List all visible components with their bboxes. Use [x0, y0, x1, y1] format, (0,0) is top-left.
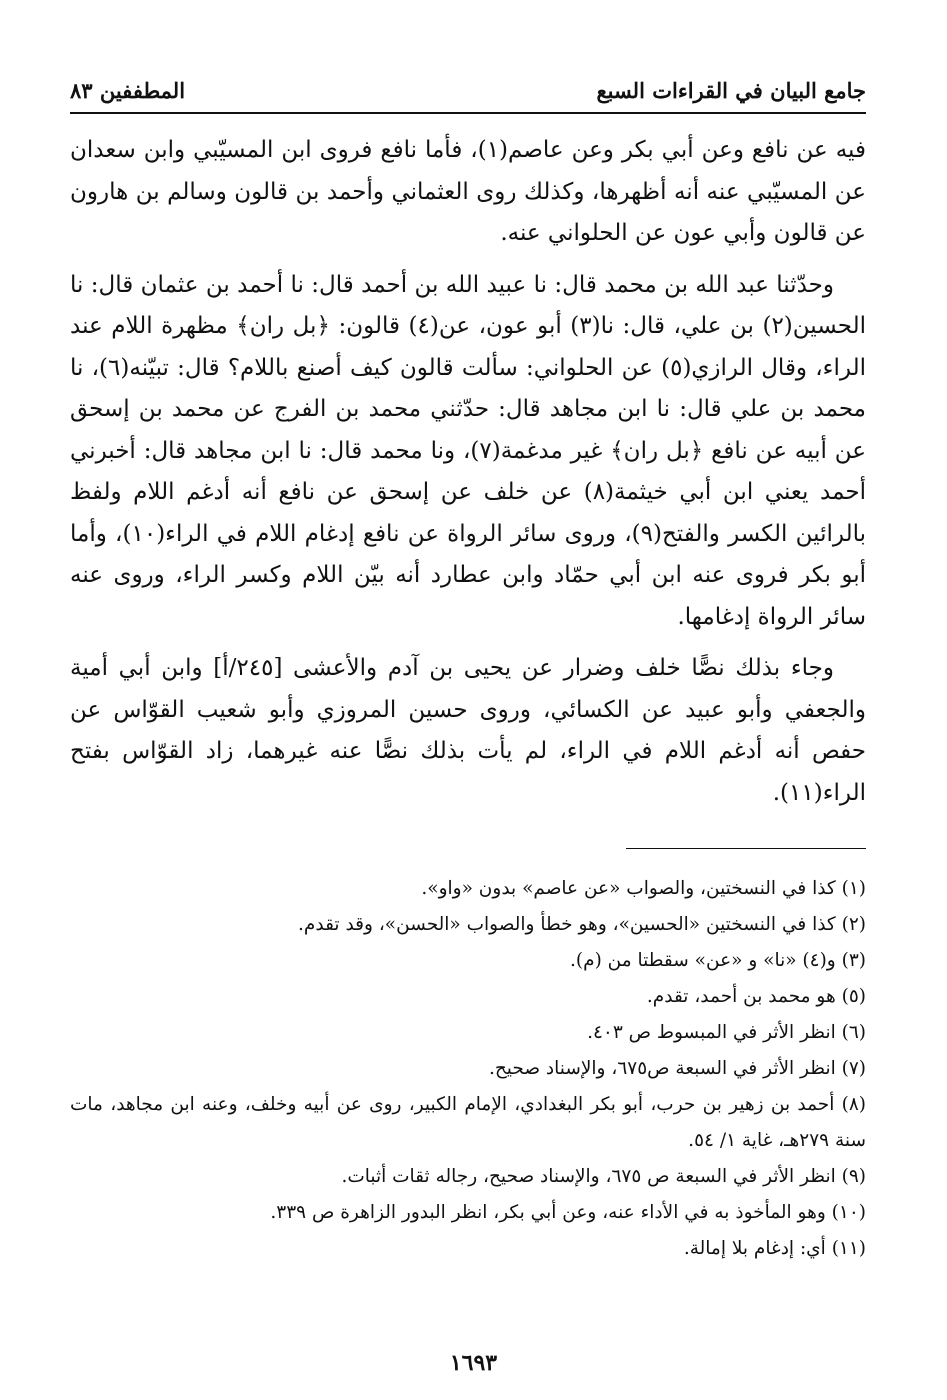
- running-header: [70, 78, 866, 110]
- section-label: المطففين ٨٣: [70, 78, 186, 103]
- footnote: (١) كذا في النسختين، والصواب «عن عاصم» بدون «واو».: [421, 878, 866, 899]
- footnote: (٥) هو محمد بن أحمد، تقدم.: [646, 986, 866, 1007]
- footnote: (٧) انظر الأثر في السبعة ص٦٧٥، والإسناد صحيح.: [488, 1058, 866, 1079]
- main-text: [70, 130, 866, 814]
- footnote: (٨) أحمد بن زهير بن حرب، أبو بكر البغدادي، الإمام الكبير، روى عن أبيه وخلف، وعنه ابن مجاهد، مات سنة ٢٧٩هـ، غاية ١/ ٥٤.: [70, 1094, 866, 1151]
- footnote: (١٠) وهو المأخوذ به في الأداء عنه، وعن أبي بكر، انظر البدور الزاهرة ص ٣٣٩.: [270, 1202, 866, 1223]
- footnote: (٢) كذا في النسختين «الحسين»، وهو خطأ والصواب «الحسن»، وقد تقدم.: [298, 914, 866, 935]
- paragraph: وجاء بذلك نصًّا خلف وضرار عن يحيى بن آدم والأعشى [٢٤٥/أ] وابن أبي أمية والجعفي وأبو عبيد عن الكسائي، وروى حسين المروزي وأبو شعيب القوّاس عن حفص أنه أدغم اللام في الراء، لم يأت بذلك نصًّا عنه غيرهما، زاد القوّاس بفتح الراء(١١).: [70, 655, 866, 806]
- footnote: (٦) انظر الأثر في المبسوط ص ٤٠٣.: [587, 1022, 866, 1043]
- book-page: [70, 78, 866, 1267]
- page-number: ١٦٩٣: [449, 1350, 498, 1376]
- paragraph: فيه عن نافع وعن أبي بكر وعن عاصم(١)، فأما نافع فروى ابن المسيّبي وابن سعدان عن المسيّبي عنه أنه أظهرها، وكذلك روى العثماني وأحمد بن قالون وسالم بن هارون عن قالون وأبي عون عن الحلواني عنه.: [70, 137, 866, 246]
- paragraph: وحدّثنا عبد الله بن محمد قال: نا عبيد الله بن أحمد قال: نا أحمد بن عثمان قال: نا الحسين(٢) بن علي، قال: نا(٣) أبو عون، عن(٤) قالون: ﴿بل ران﴾ مظهرة اللام عند الراء، وقال الرازي(٥) عن الحلواني: سألت قالون كيف أصنع باللام؟ قال: تبيّنه(٦)، نا محمد بن علي قال: نا ابن مجاهد قال: حدّثني محمد بن الفرج عن محمد بن إسحق عن أبيه عن نافع ﴿بل ران﴾ غير مدغمة(٧)، ونا محمد قال: نا ابن مجاهد قال: أخبرني أحمد يعني ابن أبي خيثمة(٨) عن خلف عن إسحق عن نافع أنه أدغم اللام ولفظ بالرائين الكسر والفتح(٩)، وروى سائر الرواة عن نافع إدغام اللام في الراء(١٠)، وأما أبو بكر فروى عنه ابن أبي حمّاد وابن عطارد أنه بيّن اللام وكسر الراء، وروى عنه سائر الرواة إدغامها.: [70, 271, 867, 630]
- footnotes: [70, 871, 866, 1267]
- book-title: جامع البيان في القراءات السبع: [596, 78, 866, 103]
- footnote: (٩) انظر الأثر في السبعة ص ٦٧٥، والإسناد صحيح، رجاله ثقات أثبات.: [341, 1166, 866, 1187]
- footnote: (١١) أي: إدغام بلا إمالة.: [683, 1238, 866, 1259]
- header-rule: [70, 112, 866, 114]
- footnote-separator: [626, 848, 866, 849]
- footnote: (٣) و(٤) «نا» و «عن» سقطتا من (م).: [570, 950, 866, 971]
